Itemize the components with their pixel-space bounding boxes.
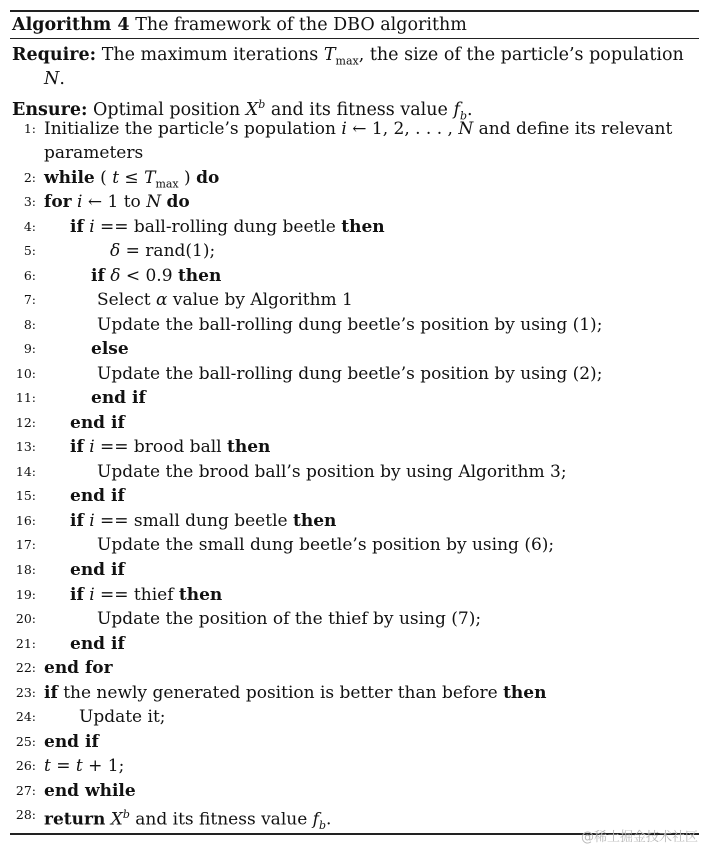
line-number: 19: bbox=[15, 587, 36, 602]
line-code: Select α value by Algorithm 1 bbox=[97, 290, 353, 310]
line-number: 25: bbox=[15, 734, 36, 749]
line-number: 22: bbox=[15, 660, 36, 675]
ensure-text: Optimal position bbox=[93, 99, 241, 120]
line-number: 12: bbox=[15, 415, 36, 430]
line-code: if δ < 0.9 then bbox=[91, 266, 222, 286]
symbol-max: max bbox=[335, 54, 359, 68]
line-code: Update the ball-rolling dung beetle’s position by using (2); bbox=[97, 364, 603, 384]
symbol-fb: b bbox=[459, 109, 467, 123]
line-number: 13: bbox=[15, 439, 36, 454]
symbol-x: X bbox=[245, 99, 259, 120]
line-number: 21: bbox=[15, 636, 36, 651]
line-code: Update it; bbox=[79, 707, 166, 727]
line-code: Update the brood ball’s position by using Algorithm 3; bbox=[97, 462, 567, 482]
line-number: 23: bbox=[15, 685, 36, 700]
line-number: 5: bbox=[23, 243, 36, 258]
line-number: 11: bbox=[15, 390, 36, 405]
line-number: 14: bbox=[15, 464, 36, 479]
line-code: Update the position of the thief by using (7); bbox=[97, 609, 482, 629]
line-number: 7: bbox=[23, 292, 36, 307]
algorithm-label: Algorithm 4 bbox=[12, 15, 130, 35]
line-number: 17: bbox=[15, 537, 36, 552]
algorithm-title: The framework of the DBO algorithm bbox=[135, 15, 467, 35]
line-number: 16: bbox=[15, 513, 36, 528]
require-text-2: , the size of the particle’s population bbox=[358, 45, 684, 65]
line-code: if i == thief then bbox=[70, 585, 223, 605]
caption-rule bbox=[10, 38, 699, 39]
line-code: else bbox=[91, 339, 129, 359]
line-code: return $X^b$ and its fitness value $f_b$. bbox=[44, 808, 332, 833]
require-period: . bbox=[59, 69, 65, 89]
line-code: end for bbox=[44, 658, 113, 678]
line-code: Update the ball-rolling dung beetle’s position by using (1); bbox=[97, 315, 603, 335]
top-rule bbox=[10, 10, 699, 12]
line-code: if i == brood ball then bbox=[70, 437, 271, 457]
line-code: end if bbox=[70, 560, 125, 580]
line-code: if i == small dung beetle then bbox=[70, 511, 337, 531]
line-code: t = t + 1; bbox=[44, 756, 125, 776]
line-number: 1: bbox=[23, 121, 36, 136]
line-number: 15: bbox=[15, 488, 36, 503]
line-number: 28: bbox=[15, 807, 36, 822]
symbol-n: N bbox=[44, 69, 60, 89]
ensure-label: Ensure: bbox=[12, 99, 88, 120]
line-number: 6: bbox=[23, 268, 36, 283]
line-code: δ = rand(1); bbox=[110, 241, 216, 261]
line-code: Initialize the particle’s population i ← 1, 2, . . . , N and define its relevant bbox=[44, 119, 673, 139]
line-code: Update the small dung beetle’s position by using (6); bbox=[97, 535, 555, 555]
line-code: for i ← 1 to N do bbox=[44, 192, 190, 212]
line-code: end if bbox=[44, 732, 99, 752]
line-number: 24: bbox=[15, 709, 36, 724]
line-code: end if bbox=[70, 413, 125, 433]
line-code: if i == ball-rolling dung beetle then bbox=[70, 217, 385, 237]
symbol-b: b bbox=[258, 98, 266, 111]
symbol-t: T bbox=[323, 45, 336, 65]
line-number: 4: bbox=[23, 219, 36, 234]
ensure-text-2: and its fitness value bbox=[270, 99, 448, 120]
line-number: 9: bbox=[23, 341, 36, 356]
line-code: end if bbox=[70, 486, 125, 506]
line-code: while ( $t \le T_{max}$ ) do bbox=[44, 168, 220, 191]
require-label: Require: bbox=[12, 45, 97, 65]
line-number: 3: bbox=[23, 194, 36, 209]
line-code: end while bbox=[44, 781, 136, 801]
line-code: parameters bbox=[44, 143, 144, 163]
line-number: 20: bbox=[15, 611, 36, 626]
line-code: if the newly generated position is better than before then bbox=[44, 683, 547, 703]
symbol-f: f bbox=[453, 99, 460, 120]
require-text: The maximum iterations bbox=[101, 45, 319, 65]
line-number: 27: bbox=[15, 783, 36, 798]
ensure-period: . bbox=[466, 99, 473, 120]
line-number: 18: bbox=[15, 562, 36, 577]
watermark: @稀土掘金技术社区 bbox=[580, 830, 698, 845]
line-number: 26: bbox=[15, 758, 36, 773]
line-number: 2: bbox=[23, 170, 36, 185]
line-code: end if bbox=[70, 634, 125, 654]
require-line-2 bbox=[44, 67, 65, 91]
line-number: 8: bbox=[23, 317, 36, 332]
line-code: end if bbox=[91, 388, 146, 408]
algorithm-caption bbox=[12, 13, 467, 37]
require-line bbox=[12, 43, 684, 74]
line-number: 10: bbox=[15, 366, 36, 381]
